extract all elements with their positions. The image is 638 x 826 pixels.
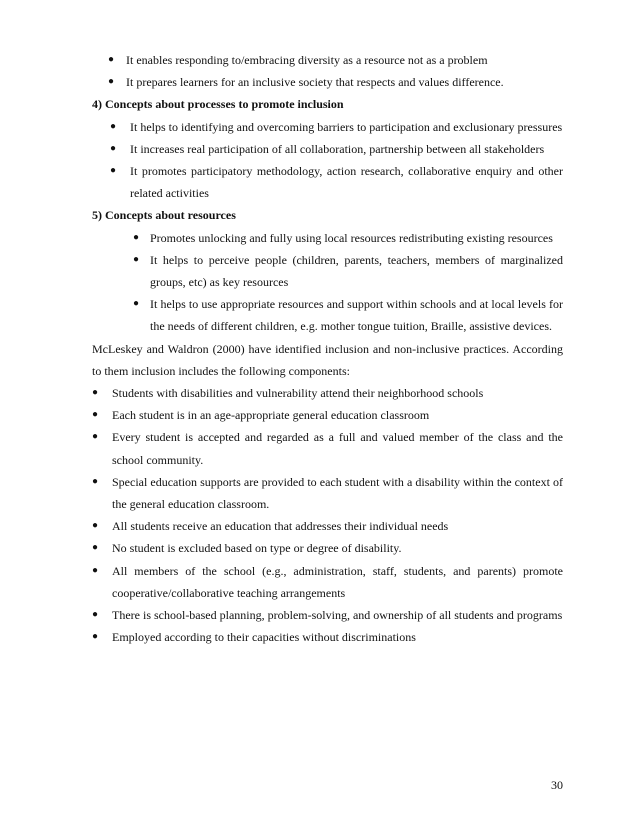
list-item: ● It enables responding to/embracing diversity as a resource not as a problem	[92, 49, 563, 71]
section-4-bullet-list	[92, 116, 563, 205]
bullet-icon: ●	[92, 609, 99, 621]
list-item: ● It increases real participation of all collaboration, partnership between all stakeholders	[92, 138, 563, 160]
bullet-icon: ●	[92, 542, 99, 554]
bullet-icon: ●	[92, 520, 99, 532]
list-item: ● Every student is accepted and regarded as a full and valued member of the class and the school community.	[92, 426, 563, 470]
list-item: ● It helps to perceive people (children, parents, teachers, members of marginalized groups, etc) as key resources	[92, 249, 563, 293]
bullet-icon: ●	[110, 120, 117, 132]
bullet-icon: ●	[108, 54, 115, 65]
section-heading-5: 5) Concepts about resources	[92, 208, 236, 223]
bullet-icon: ●	[110, 165, 117, 177]
list-item: ● There is school-based planning, problem-solving, and ownership of all students and programs	[92, 604, 563, 626]
section-5-bullet-list	[92, 227, 563, 338]
list-item: ● Each student is in an age-appropriate general education classroom	[92, 404, 563, 426]
top-bullet-list	[92, 49, 563, 93]
list-item: ● All students receive an education that addresses their individual needs	[92, 515, 563, 537]
body-paragraph: McLeskey and Waldron (2000) have identified inclusion and non-inclusive practices. According to them inclusion includes the following components:	[92, 341, 563, 378]
bullet-icon: ●	[92, 409, 99, 421]
bullet-icon: ●	[133, 231, 140, 243]
bullet-icon: ●	[92, 431, 99, 443]
bullet-icon: ●	[133, 298, 140, 310]
bullet-icon: ●	[108, 76, 115, 88]
list-item: ● Employed according to their capacities without discriminations	[92, 626, 563, 648]
bullet-icon: ●	[92, 475, 99, 487]
bullet-icon: ●	[92, 564, 99, 576]
list-item: ● All members of the school (e.g., administration, staff, students, and parents) promote cooperative/collaborative teaching arrangements	[92, 560, 563, 604]
list-item: ● Promotes unlocking and fully using local resources redistributing existing resources	[92, 227, 563, 249]
list-item: ● It promotes participatory methodology, action research, collaborative enquiry and other related activities	[92, 160, 563, 204]
bullet-icon: ●	[110, 142, 117, 154]
bullet-icon: ●	[92, 387, 99, 399]
page-number: 30	[551, 778, 563, 792]
bullet-icon: ●	[92, 631, 99, 643]
list-item: ● Special education supports are provided to each student with a disability within the context of the general education classroom.	[92, 471, 563, 515]
components-bullet-list	[92, 382, 563, 648]
bullet-icon: ●	[133, 253, 140, 265]
list-item: ● It helps to identifying and overcoming barriers to participation and exclusionary pressures	[92, 116, 563, 138]
list-item: ● No student is excluded based on type or degree of disability.	[92, 537, 563, 559]
list-item: ● It helps to use appropriate resources and support within schools and at local levels for the needs of different children, e.g. mother tongue tuition, Braille, assistive devices.	[92, 293, 563, 337]
list-item: ● It prepares learners for an inclusive society that respects and values difference.	[92, 71, 563, 93]
section-heading-4: 4) Concepts about processes to promote inclusion	[92, 97, 344, 112]
list-item: ● Students with disabilities and vulnerability attend their neighborhood schools	[92, 382, 563, 404]
